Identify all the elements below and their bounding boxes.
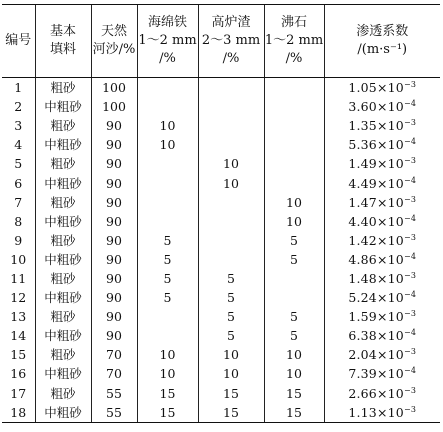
- header-slag-line1: 高炉渣: [211, 15, 251, 30]
- row-id-cell: 18: [2, 403, 35, 423]
- zeolite-cell: [264, 269, 324, 288]
- slag-cell: 15: [198, 403, 264, 423]
- sand-cell: 90: [91, 307, 137, 326]
- coef-exponent: −4: [403, 213, 417, 223]
- coef-mantissa: 3.60: [348, 99, 377, 115]
- coef-times-ten: ×10: [376, 328, 404, 344]
- slag-cell: 5: [198, 326, 264, 345]
- sand-cell: 90: [91, 135, 137, 154]
- table-row: [2, 384, 440, 403]
- header-slag-line2: 2～3 mm: [201, 33, 261, 48]
- zeolite-cell: 10: [264, 212, 324, 231]
- header-row: [2, 5, 440, 78]
- coef-exponent: −3: [403, 347, 417, 357]
- iron-cell: 15: [137, 403, 198, 423]
- header-iron-line2: 1～2 mm: [138, 33, 197, 48]
- sand-cell: 90: [91, 250, 137, 269]
- coef-cell: [324, 231, 440, 250]
- sand-cell: 90: [91, 173, 137, 192]
- sand-cell: 70: [91, 345, 137, 364]
- coef-times-ten: ×10: [376, 194, 404, 210]
- row-id-cell: 1: [14, 80, 23, 96]
- coef-cell: [324, 193, 440, 212]
- slag-cell: [198, 231, 264, 250]
- coef-exponent: −3: [403, 156, 417, 166]
- header-zeolite-line2: 1～2 mm: [264, 33, 324, 48]
- slag-cell: [198, 212, 264, 231]
- iron-cell: 5: [137, 250, 198, 269]
- fill-cell: 粗砂: [35, 116, 91, 135]
- header-coef-line1: 渗透系数: [356, 24, 409, 39]
- row-id-cell: 10: [10, 251, 27, 267]
- header-iron: [137, 5, 198, 78]
- coef-cell: [324, 250, 440, 269]
- coef-mantissa: 7.39: [348, 366, 377, 382]
- coef-exponent: −4: [403, 99, 417, 109]
- table-row: [2, 364, 440, 383]
- coef-times-ten: ×10: [376, 232, 404, 248]
- slag-cell: [198, 78, 264, 98]
- coef-times-ten: ×10: [376, 270, 404, 286]
- table-row: [2, 403, 440, 423]
- iron-cell: 10: [137, 116, 198, 135]
- coef-exponent: −3: [403, 232, 417, 242]
- coef-times-ten: ×10: [376, 251, 404, 267]
- slag-cell: 5: [198, 288, 264, 307]
- iron-cell: [137, 326, 198, 345]
- coef-cell: [324, 326, 440, 345]
- coef-times-ten: ×10: [376, 309, 404, 325]
- fill-cell: 粗砂: [35, 78, 91, 98]
- header-fill-line1: 基本: [49, 24, 76, 39]
- coef-cell: [324, 173, 440, 192]
- iron-cell: 5: [137, 288, 198, 307]
- zeolite-cell: 10: [264, 345, 324, 364]
- table-row: [2, 231, 440, 250]
- coef-mantissa: 2.66: [348, 385, 377, 401]
- fill-cell: 粗砂: [35, 269, 91, 288]
- sand-cell: 70: [91, 364, 137, 383]
- sand-cell: 90: [91, 212, 137, 231]
- fill-cell: 中粗砂: [35, 173, 91, 192]
- iron-cell: 10: [137, 345, 198, 364]
- coef-exponent: −3: [403, 309, 417, 319]
- row-id-cell: 7: [14, 194, 23, 210]
- coef-times-ten: ×10: [376, 385, 404, 401]
- fill-cell: 中粗砂: [35, 135, 91, 154]
- coef-cell: [324, 288, 440, 307]
- zeolite-cell: 5: [264, 231, 324, 250]
- coef-cell: [324, 212, 440, 231]
- row-id-cell: 5: [14, 156, 23, 172]
- sand-cell: 90: [91, 154, 137, 173]
- iron-cell: 10: [137, 135, 198, 154]
- table-body: [2, 78, 440, 423]
- fill-cell: 粗砂: [35, 193, 91, 212]
- coef-cell: [324, 403, 440, 423]
- fill-cell: 中粗砂: [35, 250, 91, 269]
- iron-cell: [137, 212, 198, 231]
- fill-cell: 粗砂: [35, 384, 91, 403]
- sand-cell: 55: [91, 384, 137, 403]
- zeolite-cell: [264, 173, 324, 192]
- coef-mantissa: 1.47: [348, 194, 377, 210]
- coef-times-ten: ×10: [376, 347, 404, 363]
- row-id-cell: 11: [10, 270, 27, 286]
- coef-times-ten: ×10: [376, 156, 404, 172]
- coef-exponent: −4: [403, 251, 417, 261]
- sand-cell: 90: [91, 231, 137, 250]
- iron-cell: [137, 173, 198, 192]
- iron-cell: [137, 154, 198, 173]
- coef-cell: [324, 78, 440, 98]
- coef-times-ten: ×10: [376, 404, 404, 420]
- permeability-table: [2, 4, 440, 423]
- table-row: [2, 288, 440, 307]
- sand-cell: 100: [91, 78, 137, 98]
- coef-exponent: −3: [403, 194, 417, 204]
- zeolite-cell: 5: [264, 307, 324, 326]
- table-row: [2, 173, 440, 192]
- sand-cell: 90: [91, 269, 137, 288]
- fill-cell: 中粗砂: [35, 97, 91, 116]
- table-row: [2, 78, 440, 98]
- coef-times-ten: ×10: [376, 137, 404, 153]
- slag-cell: 15: [198, 384, 264, 403]
- coef-cell: [324, 307, 440, 326]
- coef-cell: [324, 364, 440, 383]
- coef-exponent: −3: [403, 118, 417, 128]
- zeolite-cell: 5: [264, 326, 324, 345]
- iron-cell: 5: [137, 231, 198, 250]
- row-id-cell: 3: [14, 118, 23, 134]
- table-row: [2, 154, 440, 173]
- table-row: [2, 97, 440, 116]
- fill-cell: 中粗砂: [35, 403, 91, 423]
- fill-cell: 粗砂: [35, 307, 91, 326]
- zeolite-cell: [264, 135, 324, 154]
- zeolite-cell: [264, 288, 324, 307]
- coef-mantissa: 1.48: [348, 270, 377, 286]
- sand-cell: 90: [91, 326, 137, 345]
- header-zeolite: [264, 5, 324, 78]
- row-id-cell: 8: [14, 213, 23, 229]
- coef-mantissa: 4.49: [348, 175, 377, 191]
- sand-cell: 90: [91, 193, 137, 212]
- coef-exponent: −4: [403, 290, 417, 300]
- coef-exponent: −3: [403, 404, 417, 414]
- table-row: [2, 250, 440, 269]
- slag-cell: [198, 135, 264, 154]
- header-id: [2, 5, 35, 78]
- header-coef: [324, 5, 440, 78]
- row-id-cell: 2: [14, 99, 23, 115]
- fill-cell: 中粗砂: [35, 364, 91, 383]
- zeolite-cell: 10: [264, 193, 324, 212]
- coef-times-ten: ×10: [376, 366, 404, 382]
- coef-times-ten: ×10: [376, 118, 404, 134]
- row-id-cell: 4: [14, 137, 23, 153]
- zeolite-cell: [264, 97, 324, 116]
- iron-cell: 15: [137, 384, 198, 403]
- iron-cell: [137, 193, 198, 212]
- coef-cell: [324, 116, 440, 135]
- coef-times-ten: ×10: [376, 99, 404, 115]
- header-zeolite-line1: 沸石: [280, 15, 307, 30]
- fill-cell: 中粗砂: [35, 212, 91, 231]
- coef-times-ten: ×10: [376, 290, 404, 306]
- coef-exponent: −3: [403, 385, 417, 395]
- coef-exponent: −4: [403, 137, 417, 147]
- coef-mantissa: 4.40: [348, 213, 377, 229]
- zeolite-cell: 5: [264, 250, 324, 269]
- header-slag: [198, 5, 264, 78]
- slag-cell: 5: [198, 307, 264, 326]
- fill-cell: 中粗砂: [35, 288, 91, 307]
- coef-mantissa: 1.35: [348, 118, 377, 134]
- slag-cell: [198, 116, 264, 135]
- table-row: [2, 307, 440, 326]
- zeolite-cell: 15: [264, 384, 324, 403]
- row-id-cell: 12: [10, 290, 27, 306]
- row-id-cell: 9: [14, 232, 23, 248]
- slag-cell: 5: [198, 269, 264, 288]
- fill-cell: 粗砂: [35, 154, 91, 173]
- row-id-cell: 17: [10, 385, 27, 401]
- header-sand: [91, 5, 137, 78]
- coef-cell: [324, 154, 440, 173]
- sand-cell: 55: [91, 403, 137, 423]
- sand-cell: 90: [91, 116, 137, 135]
- iron-cell: [137, 307, 198, 326]
- coef-times-ten: ×10: [376, 175, 404, 191]
- slag-cell: [198, 97, 264, 116]
- row-id-cell: 14: [10, 328, 27, 344]
- header-zeolite-line3: /%: [285, 51, 303, 66]
- slag-cell: 10: [198, 173, 264, 192]
- sand-cell: 100: [91, 97, 137, 116]
- header-fill: [35, 5, 91, 78]
- slag-cell: 10: [198, 154, 264, 173]
- header-id-line1: 编号: [5, 33, 32, 48]
- coef-cell: [324, 135, 440, 154]
- table-row: [2, 326, 440, 345]
- header-sand-line1: 天然: [100, 24, 127, 39]
- coef-times-ten: ×10: [376, 213, 404, 229]
- header-iron-line3: /%: [159, 51, 176, 66]
- zeolite-cell: 10: [264, 364, 324, 383]
- zeolite-cell: 15: [264, 403, 324, 423]
- fill-cell: 粗砂: [35, 345, 91, 364]
- coef-cell: [324, 269, 440, 288]
- table-row: [2, 345, 440, 364]
- iron-cell: 10: [137, 364, 198, 383]
- fill-cell: 粗砂: [35, 231, 91, 250]
- header-coef-line2: /(m·s⁻¹): [357, 42, 408, 57]
- header-iron-line1: 海绵铁: [147, 15, 187, 30]
- header-slag-line3: /%: [222, 51, 240, 66]
- row-id-cell: 6: [14, 175, 23, 191]
- row-id-cell: 13: [10, 309, 27, 325]
- slag-cell: 10: [198, 364, 264, 383]
- coef-mantissa: 5.36: [348, 137, 377, 153]
- coef-mantissa: 1.05: [348, 80, 377, 96]
- slag-cell: [198, 250, 264, 269]
- table-row: [2, 212, 440, 231]
- coef-exponent: −4: [403, 366, 417, 376]
- coef-cell: [324, 384, 440, 403]
- coef-mantissa: 6.38: [348, 328, 377, 344]
- coef-cell: [324, 97, 440, 116]
- header-fill-line2: 填料: [49, 42, 76, 57]
- coef-mantissa: 1.42: [348, 232, 377, 248]
- coef-exponent: −3: [403, 80, 417, 90]
- coef-mantissa: 1.49: [348, 156, 377, 172]
- fill-cell: 中粗砂: [35, 326, 91, 345]
- table-row: [2, 116, 440, 135]
- iron-cell: [137, 78, 198, 98]
- header-sand-line2: 河沙/%: [92, 42, 136, 57]
- row-id-cell: 16: [10, 366, 27, 382]
- zeolite-cell: [264, 78, 324, 98]
- table-row: [2, 193, 440, 212]
- coef-cell: [324, 345, 440, 364]
- iron-cell: 5: [137, 269, 198, 288]
- coef-mantissa: 2.04: [348, 347, 377, 363]
- coef-exponent: −3: [403, 270, 417, 280]
- coef-times-ten: ×10: [376, 80, 404, 96]
- slag-cell: 10: [198, 345, 264, 364]
- slag-cell: [198, 193, 264, 212]
- coef-mantissa: 5.24: [348, 290, 377, 306]
- zeolite-cell: [264, 154, 324, 173]
- sand-cell: 90: [91, 288, 137, 307]
- table-row: [2, 269, 440, 288]
- zeolite-cell: [264, 116, 324, 135]
- table-row: [2, 135, 440, 154]
- coef-exponent: −4: [403, 328, 417, 338]
- coef-mantissa: 1.13: [348, 404, 377, 420]
- iron-cell: [137, 97, 198, 116]
- coef-mantissa: 4.86: [348, 251, 377, 267]
- coef-exponent: −4: [403, 175, 417, 185]
- coef-mantissa: 1.59: [348, 309, 377, 325]
- row-id-cell: 15: [10, 347, 27, 363]
